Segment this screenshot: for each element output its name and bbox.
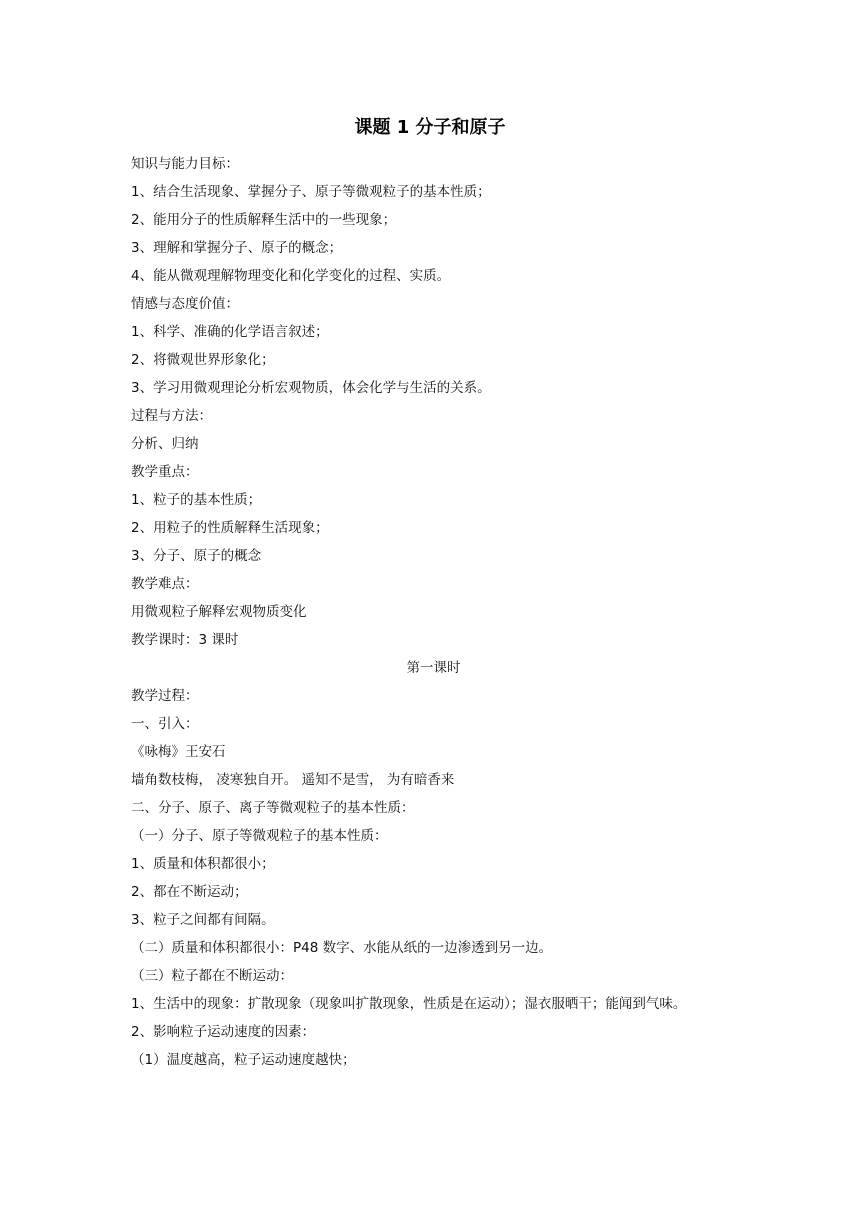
text-line: 一、引入： [131, 716, 199, 732]
poem-line: 墙角数枝梅， 凌寒独自开。 遥知不是雪， 为有暗香来 [131, 772, 455, 788]
text-line: 1、生活中的现象：扩散现象（现象叫扩散现象，性质是在运动）；湿衣服晒干；能闻到气味。 [131, 996, 687, 1012]
document-body [131, 150, 736, 1074]
text-line: 《咏梅》王安石 [131, 744, 226, 760]
text-line: （1）温度越高，粒子运动速度越快； [131, 1052, 356, 1068]
text-line: 3、学习用微观理论分析宏观物质，体会化学与生活的关系。 [131, 380, 491, 396]
text-line: 二、分子、原子、离子等微观粒子的基本性质： [131, 800, 415, 816]
text-line: 教学难点： [131, 576, 199, 592]
text-line: 情感与态度价值： [131, 296, 239, 312]
text-line: 知识与能力目标： [131, 156, 239, 172]
text-line: 1、质量和体积都很小； [131, 856, 275, 872]
text-line: （一）分子、原子等微观粒子的基本性质： [131, 828, 388, 844]
section-heading: 第一课时 [406, 660, 461, 676]
text-line: 4、能从微观理解物理变化和化学变化的过程、实质。 [131, 268, 451, 284]
text-line: 2、能用分子的性质解释生活中的一些现象； [131, 212, 397, 228]
text-line: 过程与方法： [131, 408, 212, 424]
text-line: 3、理解和掌握分子、原子的概念； [131, 240, 343, 256]
text-line: 教学课时：3 课时 [131, 632, 239, 648]
text-line: （二）质量和体积都很小：P48 数字、水能从纸的一边渗透到另一边。 [131, 940, 553, 956]
text-line: 1、粒子的基本性质； [131, 492, 262, 508]
text-line: 2、用粒子的性质解释生活现象； [131, 520, 329, 536]
text-line: 3、粒子之间都有间隔。 [131, 912, 275, 928]
text-line: 教学重点： [131, 464, 199, 480]
text-line: 2、影响粒子运动速度的因素： [131, 1024, 316, 1040]
page-title: 课题 1 分子和原子 [354, 117, 506, 138]
text-line: 2、都在不断运动； [131, 884, 248, 900]
text-line: 用微观粒子解释宏观物质变化 [131, 604, 307, 620]
text-line: （三）粒子都在不断运动： [131, 968, 293, 984]
text-line: 教学过程： [131, 688, 199, 704]
text-line: 2、将微观世界形象化； [131, 352, 275, 368]
text-line: 分析、归纳 [131, 436, 199, 452]
text-line: 1、结合生活现象、掌握分子、原子等微观粒子的基本性质； [131, 184, 491, 200]
text-line: 3、分子、原子的概念 [131, 548, 262, 564]
text-line: 1、科学、准确的化学语言叙述； [131, 324, 329, 340]
